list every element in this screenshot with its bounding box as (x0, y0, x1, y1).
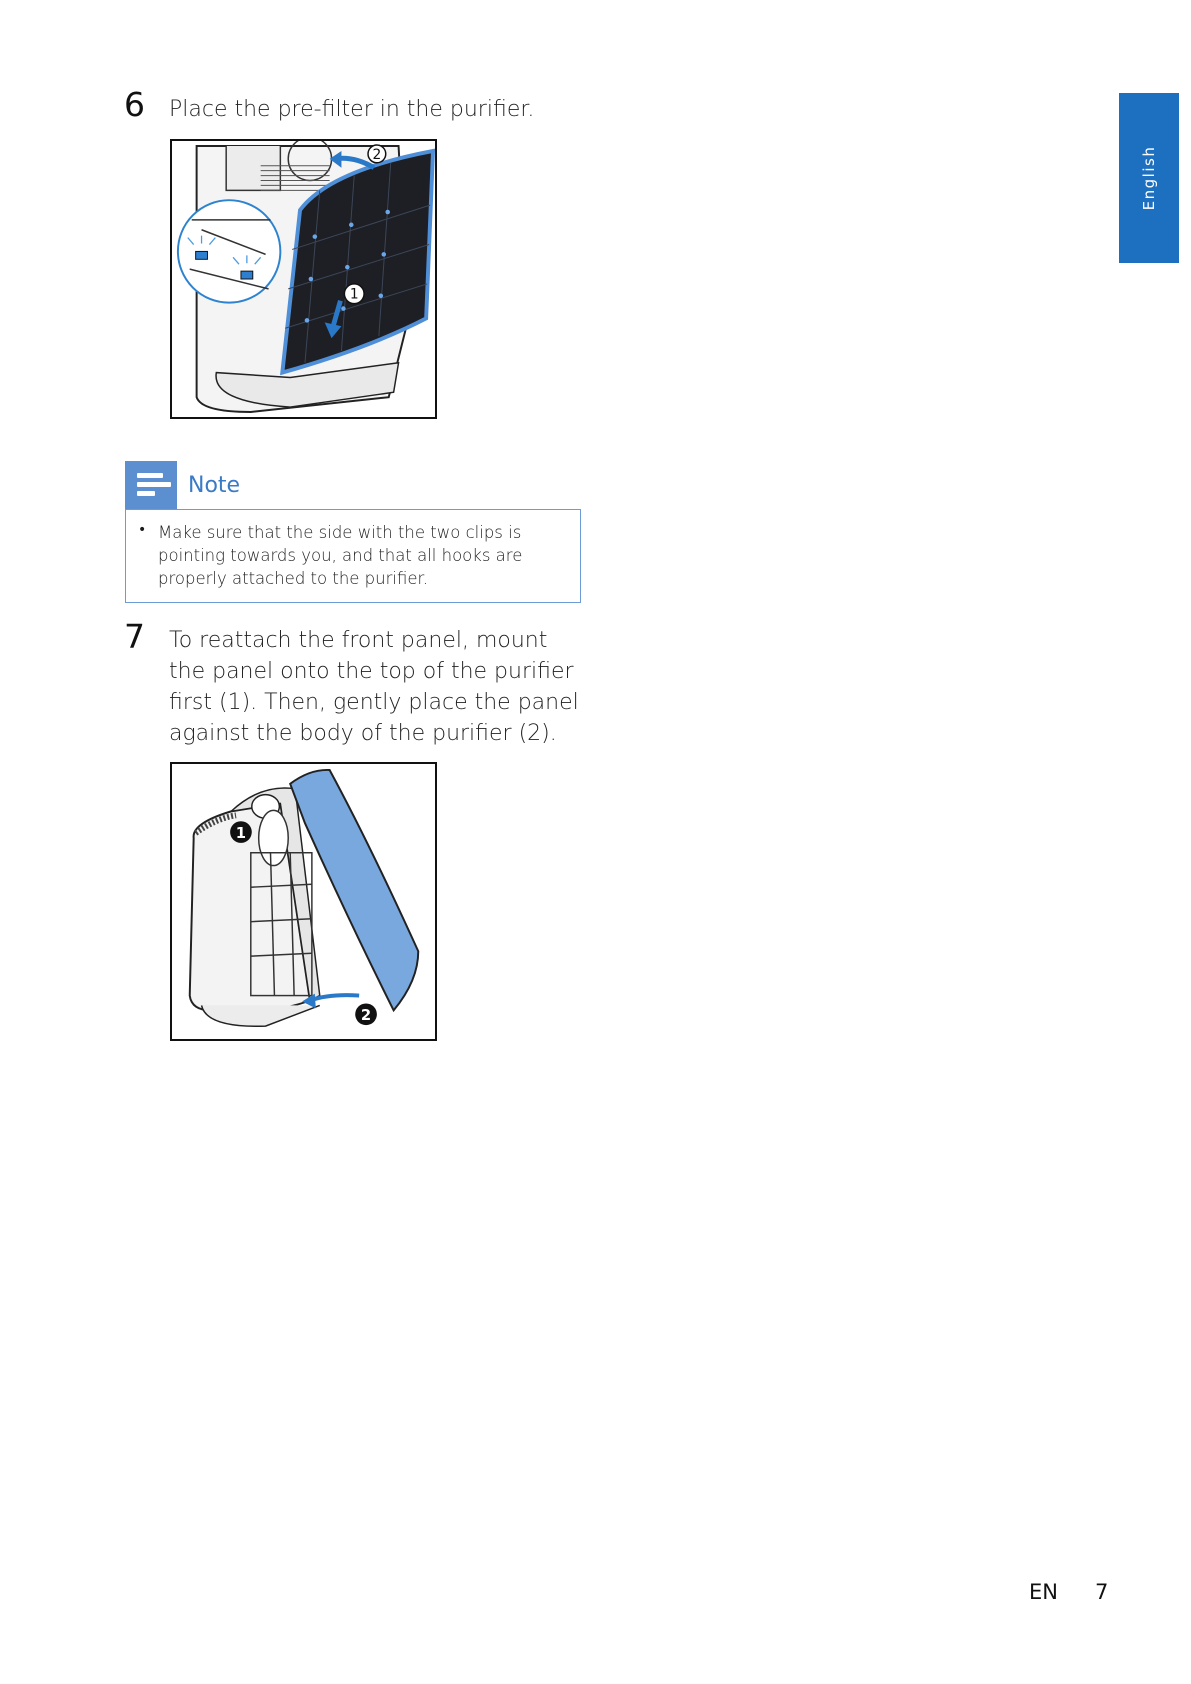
footer-language: EN (1029, 1580, 1058, 1604)
callout-1: 1 (235, 824, 247, 842)
note-title: Note (188, 473, 241, 498)
step-7-text: To reattach the front panel, mount the panel onto the top of the purifier first (1). Then, gently place the panel against the body of the purifier (2). (169, 628, 579, 746)
note-item: Make sure that the side with the two clips is pointing towards you, and that all hooks are properly attached to the purifier. (158, 523, 523, 588)
language-tab (1119, 93, 1179, 263)
front-panel-drawing (172, 764, 435, 1039)
front-panel-reattach-illustration (170, 762, 437, 1041)
step-7-number: 7 (124, 617, 145, 656)
prefilter-installation-illustration (170, 139, 437, 419)
callout-2: 2 (372, 146, 382, 163)
note-icon (125, 461, 177, 509)
bullet-icon: • (138, 522, 147, 538)
step-6-number: 6 (124, 85, 145, 124)
page-number: 7 (1095, 1580, 1109, 1604)
callout-2: 2 (360, 1007, 372, 1025)
language-tab-label: English (1140, 145, 1158, 211)
step-6-text: Place the pre-filter in the purifier. (169, 97, 535, 122)
prefilter-drawing (172, 141, 435, 417)
callout-1: 1 (349, 286, 359, 303)
note-box (125, 509, 581, 603)
